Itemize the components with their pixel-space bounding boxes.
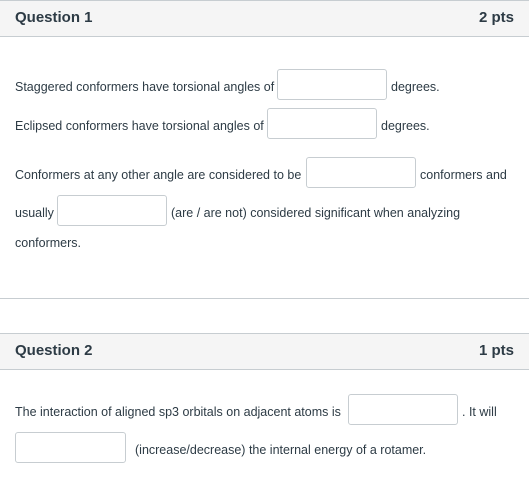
usually-prompt: usually xyxy=(15,206,54,220)
usually-answer-input[interactable] xyxy=(57,195,167,226)
interaction-prompt: The interaction of aligned sp3 orbitals on adjacent atoms is xyxy=(15,405,341,419)
other-angle-prompt: Conformers at any other angle are considered to be xyxy=(15,168,302,182)
conformers-tail: conformers. xyxy=(15,236,81,250)
staggered-angle-input[interactable] xyxy=(277,69,387,100)
question-2-points: 1 pts xyxy=(478,342,514,359)
usually-suffix: (are / are not) considered significant when analyzing xyxy=(171,206,461,220)
staggered-prompt: Staggered conformers have torsional angles of xyxy=(15,80,275,94)
eclipsed-prompt: Eclipsed conformers have torsional angles of xyxy=(15,119,264,133)
question-1-title: Question 1 xyxy=(15,9,93,26)
other-conformers-input[interactable] xyxy=(306,157,416,188)
interaction-input[interactable] xyxy=(348,394,458,425)
staggered-unit: degrees. xyxy=(391,80,440,94)
eclipsed-unit: degrees. xyxy=(381,119,430,133)
question-1-points: 2 pts xyxy=(478,9,514,26)
energy-suffix: (increase/decrease) the internal energy of a rotamer. xyxy=(135,443,427,457)
question-divider xyxy=(0,298,529,299)
other-angle-suffix: conformers and xyxy=(420,168,507,182)
eclipsed-angle-input[interactable] xyxy=(267,108,377,139)
interaction-suffix: . It will xyxy=(462,405,497,419)
question-1-header xyxy=(0,0,529,37)
question-2-header xyxy=(0,333,529,370)
energy-effect-input[interactable] xyxy=(15,432,126,463)
question-2-title: Question 2 xyxy=(15,342,93,359)
